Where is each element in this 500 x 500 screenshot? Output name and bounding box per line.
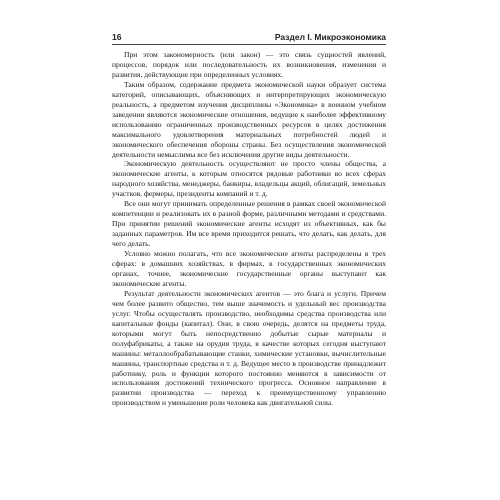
section-title: Раздел I. Микроэкономика xyxy=(274,32,386,42)
paragraph: Все они могут принимать определенные решения в рамках своей экономической компетенции и реализовать их в разной форме, различными методами и средствами. При принятии решений экономические агенты исходят из объективных, как бы заданных параметров. Им все время приходится решать, что делать, как делать, для чего делать. xyxy=(112,199,386,249)
paragraph: Результат деятельности экономических агентов — это блага и услуги. Причем чем более развито общество, тем выше значимость и удельный вес производства услуг. Чтобы осуществлять производство, необходимы средства производства или капитальные фонды (капитал). Они, в свою очередь, делятся на предметы труда, которыми могут быть непосредственно добытые сырые материалы и полуфабрикаты, а также на орудия труда, в качестве которых сегодня выступают машины: металлообрабатывающие станки, химические установки, вычислительные машины, транспортные средства и т. д. Ведущее место в производстве принадлежит работнику, роль и функции которого постоянно меняются в зависимости от использования достижений технического прогресса. Основное направление в развитии производства — переход к преимущественному управлению производством и уменьшение роли человека как двигательной силы. xyxy=(112,288,386,408)
paragraph: Экономическую деятельность осуществляют не просто члены общества, а экономические агенты, к которым относятся рядовые работники во всех сферах народного хозяйства, менеджеры, банкиры, владельцы акций, облигаций, земельных участков, фермеры, президенты компаний и т. д. xyxy=(112,159,386,199)
header-divider xyxy=(112,44,386,45)
paragraph: При этом закономерность (или закон) — это связь сущностей явлений, процессов, порядок или последовательность их возникновения, изменения и развития, действующие при определенных условиях. xyxy=(112,50,386,79)
paragraph: Условно можно полагать, что все экономические агенты распределены в трех сферах: в домашних хозяйствах, в фирмах, в государственных экономических органах, точнее, экономические государственные органы выступают как экономические агенты. xyxy=(112,249,386,288)
paragraph: Таким образом, содержание предмета экономической науки образует система категорий, описывающих, объясняющих и интерпретирующих экономическую реальность, а предметом изучения дисциплины «Экономика» в военном учебном заведении являются экономические отношения, ведущие к наиболее эффективному использованию ограниченных производственных ресурсов в целях достижения максимального удовлетворения материальных потребностей людей и экономического обеспечения обороны страны. Без осуществления экономической деятельности немыслимы все без исключения другие виды деятельности. xyxy=(112,79,386,159)
running-header xyxy=(112,28,386,42)
page-number: 16 xyxy=(112,32,122,42)
main-text xyxy=(112,50,386,408)
